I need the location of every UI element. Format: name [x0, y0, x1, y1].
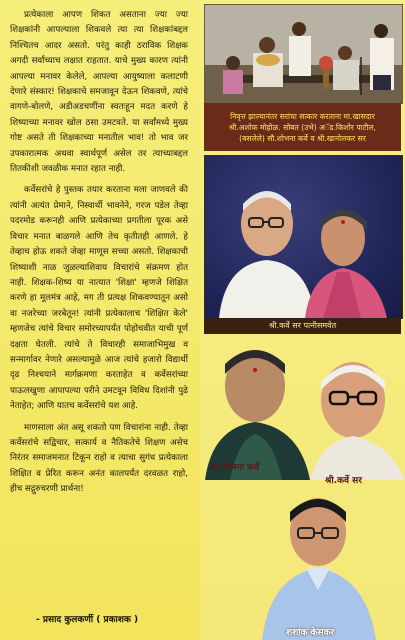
paragraph-2: कर्वेसरांचे हे पुस्तक तयार करताना मला जाणवले की त्यांनी अत्यंत प्रेमाने, निस्वार्थी भावनेने, गरज पडेल तेव्हा पदरमोड करूनही आणि प्रत्येकाच्या प्रगतीला पूरक असे विचार मनात बाळगले आणि तेच कृतीतही आणले. हे तेव्हाच होऊ शकते जेव्हा माणूस सच्चा असतो. शिक्षकाची शिष्याशी नाळ जुळल्याशिवाय विचारांचे संक्रमण होत नाही. शिक्षक-शिष्य या नात्यात 'शिक्षा' म्हणजे शिक्षित करणे हा मूलमंत्र आहे, मग ती प्रत्यक्ष शिकवण्यातून असो वा नजरेच्या जरबेतून! त्यांनी प्रत्येकालाच 'शिक्षित केले' म्हणजेच त्यांचे विचार समोरच्यापर्यंत पोहोचवीत याची पूर्ण दक्षता घेतली. त्यांचे ते विचारही समाजाभिमुख व सन्मार्गावर नेणारे असल्यामुळे आज त्यांचे हजारो विद्यार्थी दृढ निश्चयाने मार्गक्रमणा करताहेत व कर्वेसरांच्या पाऊलखुणा आपापल्या परीने उमटवून विविध दिशांनी पुढे नेताहेत; आणि यातच कर्वेसरांचे यश आहे.	[10, 185, 188, 412]
shashank-caption: शशांक केसकर	[286, 628, 335, 638]
text-column	[0, 0, 200, 640]
shashank-portrait	[252, 480, 382, 640]
felicitation-caption-line-2: श्री.अशोक मोहोळ. सोबत (उभे) अॅड.किशोर पाटील,	[229, 122, 376, 132]
couple-portrait-photo	[204, 155, 403, 319]
karve-sir-caption: श्री.कर्वे सर	[325, 476, 362, 486]
publisher-signature: - प्रसाद कुलकर्णी ( प्रकाशक )	[36, 615, 139, 625]
paragraph-1: प्रत्येकाला आपण शिकत असताना ज्या ज्या शिक्षकांनी आपल्याला शिकवले त्या त्या शिक्षकांबद्दल निश्चितच आदर असतो. परंतु काही ठराविक शिक्षक अगदी सर्वांच्याच लक्षात राहतात. याचे मुख्य कारण त्यांनी आपल्या मनावर केलेले, आपल्या आयुष्याला कलाटणी देणारे संस्कार! शिक्षकाचे समजावून देऊन शिकवणे, त्यांचे वागणे-बोलणे, अडीअडचणींना स्वतःहून मदत करणे हे शिष्याच्या मनावर खोल ठसा उमटवते. या सर्वांमध्ये मुख्य गोष्ट असते ती शिक्षकाच्या मनातील भाव! तो भाव जर उपकारात्मक अथवा स्वार्थपूर्ण असेल तर त्याच्याबद्दल तितकीशी जवळीक मनात रहात नाही.	[10, 10, 188, 175]
felicitation-photo	[204, 4, 403, 104]
couple-portrait-caption-text: श्री.कर्वे सर पत्नीसमवेत	[268, 321, 337, 330]
felicitation-caption-line-3: (बसलेले) सौ.शोभना कर्वे व श्री.खानोलकर सर	[239, 133, 366, 143]
felicitation-caption-line-1: निवृत्त झाल्यानंतर सरांचा सत्कार करताना मा.खासदार	[230, 111, 375, 121]
two-portraits-cutout	[170, 330, 405, 480]
shobhana-karve-caption: सौ.शोभना कर्वे	[210, 463, 259, 473]
paragraph-3: माणसाला अंत असू शकतो पण विचारांना नाही. तेव्हा कर्वेसरांचे सद्विचार, सत्कार्य व नैतिकतेचे शिक्षण असेच निरंतर समाजमनात टिकून राहो व त्याचा सुगंध प्रत्येकाला शिक्षित व प्रेरित करून अनंत कालपर्यंत दरवळत राहो, हीच सद्गुरुचरणी प्रार्थना!	[10, 422, 188, 495]
felicitation-caption	[204, 103, 401, 151]
body-text	[10, 8, 188, 504]
photo-column	[200, 0, 405, 640]
